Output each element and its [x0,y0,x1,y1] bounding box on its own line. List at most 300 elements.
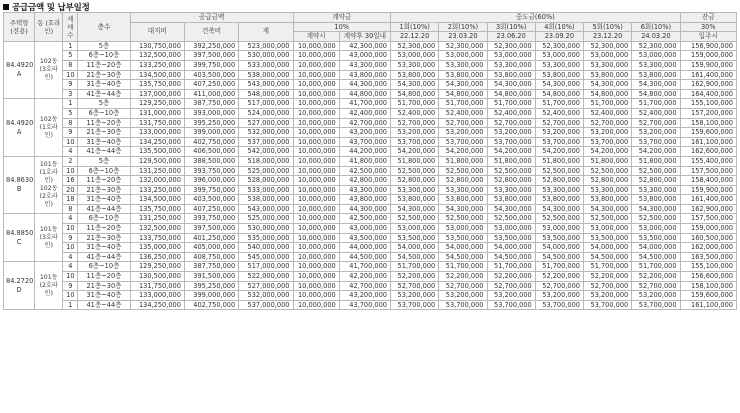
floor-cell: 21층~30층 [78,281,130,291]
table-row [4,233,737,243]
amount-cell: 10,000,000 [293,214,339,224]
amount-cell: 53,200,000 [535,291,583,301]
dong-cell: 102동 (1호라인) [35,99,63,157]
floor-cell: 11층~20층 [78,272,130,282]
amount-cell: 158,100,000 [680,118,736,128]
amount-cell: 10,000,000 [293,252,339,262]
households-cell: 4 [63,214,78,224]
amount-cell: 53,800,000 [439,70,487,80]
amount-cell: 399,000,000 [184,291,238,301]
amount-cell: 535,000,000 [239,233,293,243]
amount-cell: 53,700,000 [535,137,583,147]
amount-cell: 393,000,000 [184,108,238,118]
amount-cell: 54,200,000 [439,147,487,157]
amount-cell: 53,700,000 [487,137,535,147]
amount-cell: 408,750,000 [184,252,238,262]
amount-cell: 53,200,000 [632,128,680,138]
unit-type-cell: 84.8850 C [4,214,35,262]
amount-cell: 54,200,000 [584,147,632,157]
amount-cell: 53,000,000 [391,51,439,61]
amount-cell: 53,500,000 [632,233,680,243]
amount-cell: 44,300,000 [339,204,390,214]
amount-cell: 133,250,000 [130,60,184,70]
amount-cell: 523,000,000 [239,41,293,51]
households-cell: 1 [63,99,78,109]
amount-cell: 52,500,000 [632,214,680,224]
amount-cell: 53,800,000 [391,195,439,205]
amount-cell: 10,000,000 [293,291,339,301]
amount-cell: 540,000,000 [239,243,293,253]
floor-cell: 41층~44층 [78,89,130,99]
amount-cell: 44,000,000 [339,243,390,253]
amount-cell: 54,000,000 [487,243,535,253]
amount-cell: 10,000,000 [293,262,339,272]
amount-cell: 159,900,000 [680,60,736,70]
amount-cell: 159,000,000 [680,224,736,234]
header-contract: 계약금 [293,13,391,23]
amount-cell: 393,750,000 [184,214,238,224]
amount-cell: 53,000,000 [439,51,487,61]
households-cell: 10 [63,272,78,282]
amount-cell: 131,000,000 [130,108,184,118]
amount-cell: 51,700,000 [584,262,632,272]
header-interim-date-2: 23.03.20 [439,32,487,42]
households-cell: 9 [63,281,78,291]
amount-cell: 10,000,000 [293,156,339,166]
floor-cell: 11층~20층 [78,118,130,128]
amount-cell: 135,750,000 [130,80,184,90]
amount-cell: 54,300,000 [632,80,680,90]
amount-cell: 54,800,000 [535,89,583,99]
amount-cell: 532,000,000 [239,291,293,301]
amount-cell: 53,700,000 [535,300,583,310]
amount-cell: 42,500,000 [339,214,390,224]
amount-cell: 54,200,000 [535,147,583,157]
amount-cell: 159,600,000 [680,128,736,138]
amount-cell: 155,400,000 [680,156,736,166]
amount-cell: 53,200,000 [487,291,535,301]
floor-cell: 21층~30층 [78,70,130,80]
amount-cell: 52,500,000 [487,166,535,176]
amount-cell: 53,700,000 [439,300,487,310]
amount-cell: 10,000,000 [293,60,339,70]
amount-cell: 54,000,000 [439,243,487,253]
floor-cell: 6층~10층 [78,166,130,176]
amount-cell: 53,200,000 [584,291,632,301]
amount-cell: 134,500,000 [130,195,184,205]
header-floor: 층수 [78,13,130,42]
amount-cell: 53,800,000 [535,70,583,80]
header-balance: 잔금 [680,13,736,23]
amount-cell: 10,000,000 [293,128,339,138]
amount-cell: 129,250,000 [130,262,184,272]
amount-cell: 533,000,000 [239,185,293,195]
floor-cell: 41층~44층 [78,252,130,262]
amount-cell: 52,800,000 [584,176,632,186]
amount-cell: 53,700,000 [584,137,632,147]
amount-cell: 52,300,000 [632,41,680,51]
amount-cell: 42,500,000 [339,166,390,176]
amount-cell: 517,000,000 [239,262,293,272]
amount-cell: 51,700,000 [487,262,535,272]
households-cell: 5 [63,51,78,61]
amount-cell: 159,900,000 [680,185,736,195]
households-cell: 10 [63,243,78,253]
households-cell: 8 [63,204,78,214]
table-row [4,41,737,51]
amount-cell: 157,500,000 [680,166,736,176]
amount-cell: 527,000,000 [239,281,293,291]
amount-cell: 132,500,000 [130,51,184,61]
floor-cell: 6층~10층 [78,108,130,118]
amount-cell: 10,000,000 [293,176,339,186]
amount-cell: 54,500,000 [632,252,680,262]
households-cell: 10 [63,224,78,234]
amount-cell: 134,250,000 [130,300,184,310]
amount-cell: 393,750,000 [184,166,238,176]
amount-cell: 10,000,000 [293,99,339,109]
amount-cell: 401,250,000 [184,233,238,243]
table-row [4,51,737,61]
amount-cell: 162,600,000 [680,147,736,157]
amount-cell: 53,500,000 [391,233,439,243]
amount-cell: 53,300,000 [487,60,535,70]
amount-cell: 51,800,000 [632,156,680,166]
households-cell: 3 [63,89,78,99]
amount-cell: 395,250,000 [184,118,238,128]
amount-cell: 402,750,000 [184,137,238,147]
amount-cell: 52,700,000 [439,281,487,291]
amount-cell: 54,300,000 [535,204,583,214]
floor-cell: 21층~30층 [78,185,130,195]
square-bullet-icon [3,4,9,10]
amount-cell: 53,200,000 [584,128,632,138]
households-cell: 9 [63,128,78,138]
amount-cell: 160,500,000 [680,233,736,243]
amount-cell: 542,000,000 [239,147,293,157]
households-cell: 8 [63,60,78,70]
amount-cell: 10,000,000 [293,89,339,99]
amount-cell: 10,000,000 [293,224,339,234]
amount-cell: 10,000,000 [293,195,339,205]
header-contract-30days: 계약후 30일내 [339,32,390,42]
amount-cell: 54,300,000 [439,80,487,90]
floor-cell: 21층~30층 [78,233,130,243]
households-cell: 4 [63,252,78,262]
header-interim-round-6: 6회(10%) [632,22,680,32]
amount-cell: 54,000,000 [535,243,583,253]
floor-cell: 11층~20층 [78,60,130,70]
amount-cell: 395,250,000 [184,281,238,291]
amount-cell: 156,600,000 [680,272,736,282]
amount-cell: 54,000,000 [632,243,680,253]
amount-cell: 53,700,000 [439,137,487,147]
amount-cell: 53,500,000 [487,233,535,243]
households-cell: 20 [63,185,78,195]
amount-cell: 51,700,000 [391,99,439,109]
amount-cell: 43,500,000 [339,233,390,243]
amount-cell: 10,000,000 [293,41,339,51]
amount-cell: 155,100,000 [680,99,736,109]
floor-cell: 41층~44층 [78,204,130,214]
amount-cell: 537,000,000 [239,137,293,147]
amount-cell: 52,400,000 [439,108,487,118]
amount-cell: 159,600,000 [680,291,736,301]
amount-cell: 162,000,000 [680,243,736,253]
floor-cell: 31층~40층 [78,195,130,205]
amount-cell: 53,000,000 [632,51,680,61]
households-cell: 8 [63,118,78,128]
amount-cell: 43,200,000 [339,128,390,138]
amount-cell: 52,700,000 [584,281,632,291]
table-row [4,118,737,128]
floor-cell: 5층 [78,41,130,51]
amount-cell: 532,000,000 [239,128,293,138]
header-balance-when: 입주시 [680,32,736,42]
amount-cell: 52,200,000 [439,272,487,282]
amount-cell: 51,700,000 [584,99,632,109]
amount-cell: 403,500,000 [184,195,238,205]
header-dong: 동 (호라인) [35,13,63,42]
amount-cell: 52,500,000 [391,214,439,224]
amount-cell: 52,300,000 [439,41,487,51]
amount-cell: 42,800,000 [339,176,390,186]
amount-cell: 41,700,000 [339,99,390,109]
floor-cell: 31층~40층 [78,243,130,253]
table-row [4,195,737,205]
amount-cell: 52,400,000 [584,108,632,118]
header-contract-first: 계약시 [293,32,339,42]
amount-cell: 53,700,000 [391,137,439,147]
amount-cell: 10,000,000 [293,70,339,80]
floor-cell: 11층~20층 [78,176,130,186]
floor-cell: 41층~44층 [78,300,130,310]
table-row [4,185,737,195]
amount-cell: 43,800,000 [339,70,390,80]
amount-cell: 52,200,000 [535,272,583,282]
amount-cell: 54,300,000 [584,204,632,214]
amount-cell: 52,500,000 [632,166,680,176]
amount-cell: 525,000,000 [239,166,293,176]
amount-cell: 53,000,000 [535,51,583,61]
amount-cell: 10,000,000 [293,300,339,310]
amount-cell: 53,800,000 [584,195,632,205]
amount-cell: 52,500,000 [584,166,632,176]
amount-cell: 52,400,000 [391,108,439,118]
amount-cell: 51,700,000 [535,99,583,109]
header-interim: 중도금(60%) [391,13,681,23]
dong-cell: 102동 (3호라인) [35,41,63,99]
amount-cell: 51,700,000 [439,99,487,109]
amount-cell: 43,700,000 [339,300,390,310]
amount-cell: 52,700,000 [535,281,583,291]
table-row [4,243,737,253]
amount-cell: 54,300,000 [391,80,439,90]
amount-cell: 54,000,000 [584,243,632,253]
amount-cell: 133,000,000 [130,128,184,138]
households-cell: 10 [63,70,78,80]
amount-cell: 52,400,000 [487,108,535,118]
header-interim-round-2: 2회(10%) [439,22,487,32]
header-interim-round-4: 4회(10%) [535,22,583,32]
amount-cell: 53,800,000 [584,70,632,80]
amount-cell: 530,000,000 [239,224,293,234]
amount-cell: 162,900,000 [680,80,736,90]
amount-cell: 53,000,000 [439,224,487,234]
table-row [4,137,737,147]
amount-cell: 43,000,000 [339,51,390,61]
header-land: 대지비 [130,22,184,41]
amount-cell: 53,200,000 [487,128,535,138]
amount-cell: 525,000,000 [239,214,293,224]
households-cell: 1 [63,41,78,51]
amount-cell: 54,200,000 [487,147,535,157]
amount-cell: 52,700,000 [535,118,583,128]
amount-cell: 52,500,000 [535,166,583,176]
households-cell: 1 [63,300,78,310]
amount-cell: 130,500,000 [130,272,184,282]
amount-cell: 53,300,000 [439,60,487,70]
table-body [4,41,737,310]
amount-cell: 161,400,000 [680,195,736,205]
amount-cell: 53,700,000 [487,300,535,310]
amount-cell: 387,750,000 [184,99,238,109]
amount-cell: 52,700,000 [439,118,487,128]
amount-cell: 133,250,000 [130,185,184,195]
amount-cell: 163,500,000 [680,252,736,262]
floor-cell: 31층~40층 [78,137,130,147]
amount-cell: 53,000,000 [584,51,632,61]
amount-cell: 54,200,000 [391,147,439,157]
amount-cell: 54,300,000 [391,204,439,214]
amount-cell: 51,700,000 [391,262,439,272]
amount-cell: 52,200,000 [584,272,632,282]
amount-cell: 51,800,000 [391,156,439,166]
floor-cell: 5층 [78,156,130,166]
amount-cell: 399,750,000 [184,60,238,70]
amount-cell: 157,500,000 [680,214,736,224]
households-cell: 10 [63,166,78,176]
amount-cell: 42,700,000 [339,281,390,291]
dong-cell: 101동 (2호라인) [35,262,63,310]
amount-cell: 54,500,000 [439,252,487,262]
table-row [4,281,737,291]
amount-cell: 158,400,000 [680,176,736,186]
amount-cell: 43,000,000 [339,224,390,234]
table-row [4,262,737,272]
unit-type-cell: 84.4920 A [4,99,35,157]
amount-cell: 161,100,000 [680,137,736,147]
header-interim-date-3: 23.06.20 [487,32,535,42]
amount-cell: 537,000,000 [239,300,293,310]
amount-cell: 54,800,000 [584,89,632,99]
amount-cell: 10,000,000 [293,233,339,243]
amount-cell: 52,500,000 [584,214,632,224]
section-title-text: 공급금액 및 납부일정 [12,3,90,13]
amount-cell: 402,750,000 [184,300,238,310]
amount-cell: 517,000,000 [239,99,293,109]
amount-cell: 387,750,000 [184,262,238,272]
table-row [4,204,737,214]
amount-cell: 53,200,000 [391,128,439,138]
amount-cell: 51,700,000 [632,99,680,109]
amount-cell: 53,700,000 [632,137,680,147]
amount-cell: 41,800,000 [339,156,390,166]
amount-cell: 42,300,000 [339,41,390,51]
header-unit-type: 주택형 (전용) [4,13,35,42]
amount-cell: 53,200,000 [632,291,680,301]
amount-cell: 53,800,000 [439,195,487,205]
unit-type-cell: 84.8630 B [4,156,35,214]
amount-cell: 53,800,000 [632,195,680,205]
amount-cell: 52,700,000 [487,281,535,291]
amount-cell: 129,500,000 [130,156,184,166]
header-interim-date-4: 23.09.20 [535,32,583,42]
floor-cell: 21층~30층 [78,128,130,138]
amount-cell: 44,500,000 [339,252,390,262]
floor-cell: 41층~44층 [78,147,130,157]
amount-cell: 392,250,000 [184,41,238,51]
amount-cell: 53,000,000 [584,224,632,234]
amount-cell: 411,000,000 [184,89,238,99]
amount-cell: 10,000,000 [293,80,339,90]
amount-cell: 53,200,000 [439,291,487,301]
amount-cell: 52,800,000 [632,176,680,186]
amount-cell: 53,000,000 [487,51,535,61]
households-cell: 10 [63,291,78,301]
amount-cell: 52,300,000 [584,41,632,51]
amount-cell: 53,500,000 [584,233,632,243]
amount-cell: 52,700,000 [632,118,680,128]
amount-cell: 159,000,000 [680,51,736,61]
unit-type-cell: 84.2720 D [4,262,35,310]
amount-cell: 135,000,000 [130,243,184,253]
amount-cell: 54,300,000 [632,204,680,214]
amount-cell: 52,800,000 [487,176,535,186]
amount-cell: 52,700,000 [487,118,535,128]
amount-cell: 54,500,000 [535,252,583,262]
header-total: 계 [239,22,293,41]
amount-cell: 407,250,000 [184,80,238,90]
amount-cell: 162,900,000 [680,204,736,214]
header-balance-pct: 30% [680,22,736,32]
dong-cell: 101동 (3호라인) [35,214,63,262]
amount-cell: 10,000,000 [293,272,339,282]
amount-cell: 518,000,000 [239,156,293,166]
table-row [4,147,737,157]
amount-cell: 399,000,000 [184,128,238,138]
amount-cell: 538,000,000 [239,70,293,80]
amount-cell: 522,000,000 [239,272,293,282]
amount-cell: 54,000,000 [391,243,439,253]
amount-cell: 54,300,000 [439,204,487,214]
amount-cell: 51,700,000 [535,262,583,272]
amount-cell: 54,300,000 [487,204,535,214]
floor-cell: 5층 [78,99,130,109]
amount-cell: 54,800,000 [632,89,680,99]
amount-cell: 132,500,000 [130,224,184,234]
amount-cell: 53,000,000 [487,224,535,234]
amount-cell: 54,300,000 [584,80,632,90]
table-row [4,300,737,310]
amount-cell: 543,000,000 [239,204,293,214]
households-cell: 5 [63,108,78,118]
amount-cell: 54,500,000 [391,252,439,262]
amount-cell: 538,000,000 [239,195,293,205]
table-row [4,60,737,70]
table-row [4,166,737,176]
amount-cell: 155,100,000 [680,262,736,272]
